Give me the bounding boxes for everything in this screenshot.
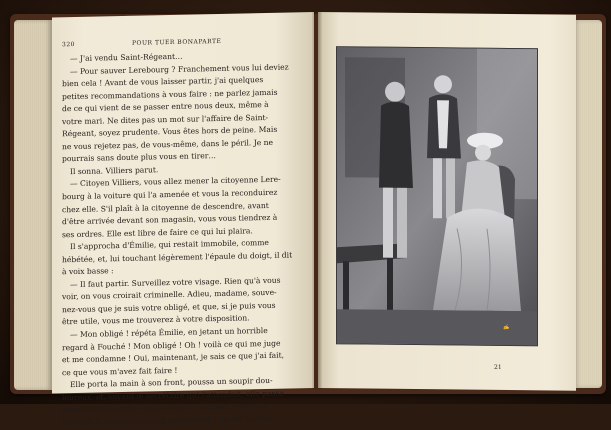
text-line: — Il faut partir. Surveillez votre visage. Rien qu'à vous bbox=[70, 275, 281, 289]
text-line: bien cela ! Avant de vous laisser partir, j'ai quelques bbox=[62, 75, 264, 89]
text-line: Il s'approcha d'Émilie, qui restait immobile, comme bbox=[70, 238, 269, 252]
text-line: et me condamne ! Oui, maintenant, je sais ce que j'ai fait, bbox=[62, 350, 285, 365]
right-page bbox=[318, 12, 576, 391]
left-page bbox=[52, 12, 314, 428]
text-line: voir, on vous croirait criminelle. Adieu, madame, souve- bbox=[62, 288, 277, 302]
body-text bbox=[62, 48, 306, 430]
page-number: 320 bbox=[62, 41, 75, 49]
text-line: regard à Fouché ! Mon obligé ! Oh ! voilà ce qui me juge bbox=[62, 338, 281, 352]
text-line: Il sonna. Villiers parut. bbox=[70, 165, 159, 177]
text-line: hébétée, et, lui touchant légèrement l'épaule du doigt, il dit bbox=[62, 250, 293, 265]
artist-signature: ✍ bbox=[502, 324, 510, 332]
text-line: de ce qui vient de se passer entre nous deux, même à bbox=[62, 100, 269, 114]
text-line: à voix basse : bbox=[62, 266, 114, 277]
text-line: ne vous rejetez pas, de vous-même, dans le péril. Je ne bbox=[62, 137, 274, 152]
text-line: nez-vous que je suis votre obligé, et que, si je puis vous bbox=[62, 300, 276, 315]
text-line: — Mon obligé ! répéta Émilie, en jetant un horrible bbox=[70, 326, 268, 340]
text-line: Elle porta la main à son front, poussa un soupir dou- bbox=[70, 376, 273, 390]
book-gutter bbox=[312, 12, 322, 390]
text-line: chez elle. S'il plaît à la citoyenne de descendre, avant bbox=[62, 200, 269, 214]
running-title: POUR TUER BONAPARTE bbox=[132, 37, 222, 47]
text-line: ce que vous m'avez fait faire ! bbox=[62, 365, 178, 377]
text-line: pourrais sans doute plus vous en tirer… bbox=[62, 151, 216, 164]
text-line: être utile, vous me trouverez à votre disposition. bbox=[62, 313, 250, 327]
text-line: devant lui et sortit. Si elle s'était retournée, avant de bbox=[62, 401, 267, 415]
illustration-plate bbox=[336, 46, 538, 346]
text-line: petites recommandations à vous faire : ne parlez jamais bbox=[62, 87, 278, 101]
text-line: franchir le seuil du cabinet ministériel, elle eût vu Fou- bbox=[62, 413, 275, 428]
text-line: bourg à la voiture qui l'a amenée et vous la reconduirez bbox=[62, 187, 278, 202]
text-line: Régeant, soyez prudente. Vous êtes hors de peine. Mais bbox=[62, 125, 278, 139]
text-line: — Citoyen Villiers, vous allez mener la citoyenne Lere- bbox=[70, 175, 281, 189]
page-number-right: 21 bbox=[494, 363, 502, 371]
page-edges-left bbox=[14, 20, 52, 390]
page-edges-right bbox=[574, 20, 602, 388]
text-line: loureux, et, voyant le secrétaire qui l'attendait, elle passa bbox=[62, 388, 284, 403]
text-line: ses ordres. Elle est libre de faire ce qui lui plaira. bbox=[62, 225, 253, 239]
engraving-illustration bbox=[337, 47, 537, 345]
text-line: — Pour sauver Lerebourg ? Franchement vous lui deviez bbox=[70, 62, 289, 76]
text-line: votre mari. Ne dites pas un mot sur l'affaire de Saint- bbox=[62, 112, 269, 127]
page-header bbox=[62, 36, 302, 49]
text-line: — J'ai vendu Saint-Régeant… bbox=[70, 51, 183, 64]
text-line: d'être arrivée devant son magasin, vous vous tiendrez à bbox=[62, 212, 278, 227]
